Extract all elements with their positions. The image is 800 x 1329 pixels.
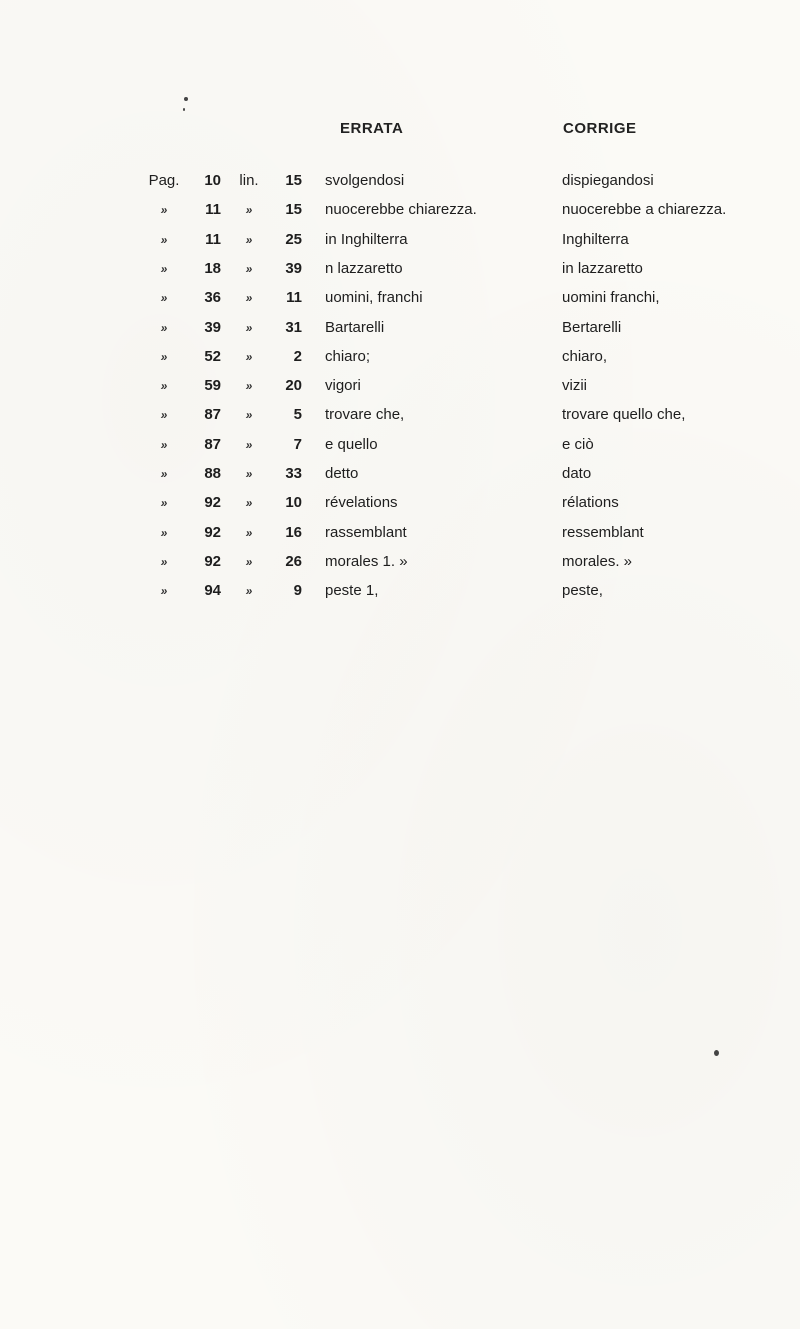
errata-text: révelations [325, 494, 398, 511]
corrige-text: Inghilterra [562, 231, 629, 248]
page-number: 18 [204, 260, 221, 277]
corrige-text: dispiegandosi [562, 172, 654, 189]
errata-text: n lazzaretto [325, 260, 403, 277]
page-number: 92 [204, 494, 221, 511]
page-number: 39 [204, 319, 221, 336]
page-number: 87 [204, 436, 221, 453]
errata-row [0, 286, 800, 310]
page-label: » [160, 203, 168, 217]
corrige-text: trovare quello che, [562, 406, 686, 423]
corrige-text: peste, [562, 582, 603, 599]
errata-row [0, 403, 800, 427]
page-number: 11 [205, 201, 221, 218]
errata-text: trovare che, [325, 406, 405, 423]
errata-row [0, 316, 800, 340]
line-label: » [245, 584, 253, 598]
page-label: » [160, 262, 168, 276]
line-number: 2 [293, 348, 302, 365]
corrige-heading: CORRIGE [563, 120, 637, 137]
errata-text: vigori [325, 377, 361, 394]
errata-row [0, 462, 800, 486]
page-number: 11 [205, 231, 221, 248]
page-label: » [160, 467, 168, 481]
page-number: 88 [204, 465, 221, 482]
page-label: » [160, 584, 168, 598]
line-label: » [245, 233, 253, 247]
line-label: » [245, 291, 253, 305]
page-label: » [160, 233, 168, 247]
line-label: » [245, 262, 253, 276]
corrige-text: morales. » [562, 553, 633, 570]
line-label: » [245, 526, 253, 540]
errata-text: peste 1, [325, 582, 379, 599]
page-label: » [160, 555, 168, 569]
corrige-text: e ciò [562, 436, 594, 453]
errata-row [0, 345, 800, 369]
ink-speck [183, 108, 185, 111]
page-label: » [160, 321, 168, 335]
ink-speck [714, 1050, 719, 1056]
corrige-text: nuocerebbe a chiarezza. [562, 201, 727, 218]
errata-row [0, 521, 800, 545]
line-label: » [245, 438, 253, 452]
errata-row [0, 579, 800, 603]
corrige-text: dato [562, 465, 592, 482]
line-label: » [245, 321, 253, 335]
page-number: 92 [204, 553, 221, 570]
page-number: 94 [204, 582, 221, 599]
line-number: 10 [285, 494, 302, 511]
ink-speck [184, 97, 188, 101]
page-label: » [160, 526, 168, 540]
corrige-text: in lazzaretto [562, 260, 643, 277]
line-label: » [245, 203, 253, 217]
page-number: 36 [204, 289, 221, 306]
corrige-text: rélations [562, 494, 619, 511]
page-label: » [160, 408, 168, 422]
page-label: » [160, 291, 168, 305]
page-label: » [160, 379, 168, 393]
errata-text: nuocerebbe chiarezza. [325, 201, 477, 218]
errata-row [0, 433, 800, 457]
errata-heading: ERRATA [340, 120, 404, 137]
page-label: » [160, 438, 168, 452]
errata-row [0, 491, 800, 515]
errata-text: morales 1. » [325, 553, 408, 570]
line-number: 9 [293, 582, 302, 599]
line-label: lin. [239, 172, 259, 189]
corrige-text: chiaro, [562, 348, 608, 365]
line-label: » [245, 467, 253, 481]
errata-text: rassemblant [325, 524, 407, 541]
line-number: 26 [285, 553, 302, 570]
errata-row [0, 198, 800, 222]
line-number: 33 [285, 465, 302, 482]
errata-row [0, 550, 800, 574]
line-label: » [245, 496, 253, 510]
page-number: 52 [204, 348, 221, 365]
line-number: 11 [286, 289, 302, 306]
page-number: 59 [204, 377, 221, 394]
errata-row [0, 374, 800, 398]
errata-text: Bartarelli [325, 319, 385, 336]
line-number: 16 [285, 524, 302, 541]
page-number: 92 [204, 524, 221, 541]
corrige-text: Bertarelli [562, 319, 622, 336]
errata-text: in Inghilterra [325, 231, 408, 248]
line-number: 5 [293, 406, 302, 423]
corrige-text: ressemblant [562, 524, 644, 541]
line-number: 31 [285, 319, 302, 336]
page-number: 87 [204, 406, 221, 423]
page-label: » [160, 496, 168, 510]
line-number: 25 [285, 231, 302, 248]
errata-row [0, 257, 800, 281]
errata-text: e quello [325, 436, 378, 453]
page-label: Pag. [148, 172, 180, 189]
line-label: » [245, 350, 253, 364]
line-label: » [245, 379, 253, 393]
errata-row [0, 228, 800, 252]
line-number: 39 [285, 260, 302, 277]
errata-text: chiaro; [325, 348, 371, 365]
line-label: » [245, 408, 253, 422]
corrige-text: vizii [562, 377, 587, 394]
line-number: 7 [293, 436, 302, 453]
page-label: » [160, 350, 168, 364]
line-number: 15 [285, 172, 302, 189]
errata-text: uomini, franchi [325, 289, 423, 306]
line-label: » [245, 555, 253, 569]
line-number: 20 [285, 377, 302, 394]
line-number: 15 [285, 201, 302, 218]
page-number: 10 [204, 172, 221, 189]
errata-row [0, 169, 800, 193]
errata-text: svolgendosi [325, 172, 405, 189]
errata-text: detto [325, 465, 359, 482]
corrige-text: uomini franchi, [562, 289, 660, 306]
